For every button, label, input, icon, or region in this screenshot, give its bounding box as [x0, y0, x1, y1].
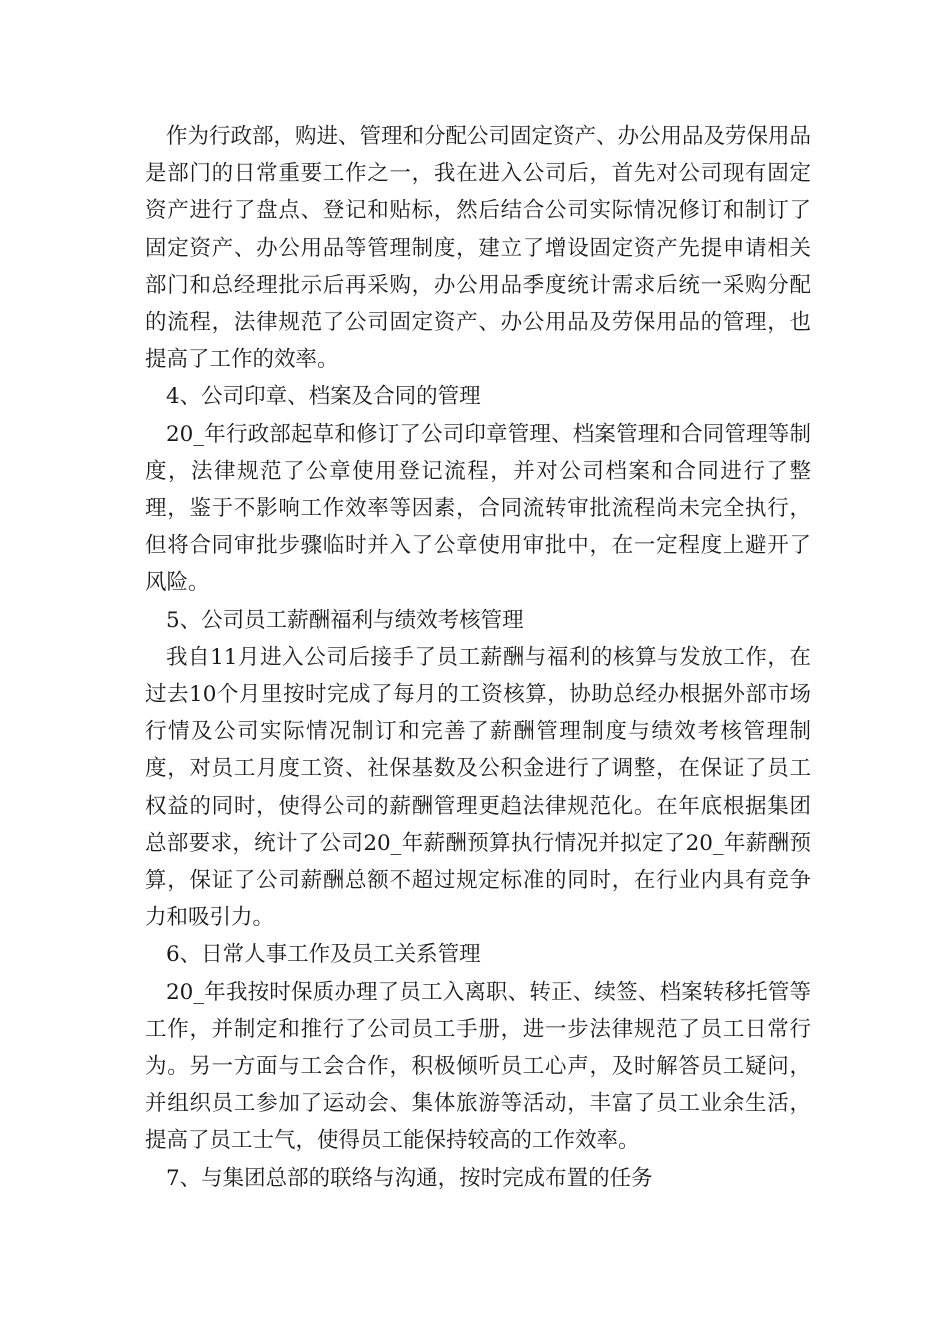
heading-salary-performance: 5、公司员工薪酬福利与绩效考核管理 — [166, 607, 524, 633]
paragraph-seal-archive-contract: 20_年行政部起草和修订了公司印章管理、档案管理和合同管理等制度，法律规范了公章使用登记流程，并对公司档案和合同进行了整理，鉴于不影响工作效率等因素，合同流转审批流程尚未完全执行，但将合同审批步骤临时并入了公章使用审批中，在一定程度上避开了风险。 — [145, 421, 811, 596]
paragraph-hr-employee-relations: 20_年我按时保质办理了员工入离职、转正、续签、档案转移托管等工作，并制定和推行了公司员工手册，进一步法律规范了员工日常行为。另一方面与工会合作，积极倾听员工心声，及时解答员工疑问，并组织员工参加了运动会、集体旅游等活动，丰富了员工业余生活，提高了员工士气，使得员工能保持较高的工作效率。 — [145, 979, 811, 1154]
heading-seal-archive-contract: 4、公司印章、档案及合同的管理 — [166, 384, 481, 410]
paragraph-fixed-assets: 作为行政部，购进、管理和分配公司固定资产、办公用品及劳保用品是部门的日常重要工作之一，我在进入公司后，首先对公司现有固定资产进行了盘点、登记和贴标，然后结合公司实际情况修订和制订了固定资产、办公用品等管理制度，建立了增设固定资产先提申请相关部门和总经理批示后再采购，办公用品季度统计需求后统一采购分配的流程，法律规范了公司固定资产、办公用品及劳保用品的管理，也提高了工作的效率。 — [145, 124, 812, 373]
document-body — [145, 118, 811, 1197]
heading-hr-employee-relations: 6、日常人事工作及员工关系管理 — [166, 942, 481, 968]
paragraph-salary-performance: 我自11月进入公司后接手了员工薪酬与福利的核算与发放工作，在过去10个月里按时完成了每月的工资核算，协助总经办根据外部市场行情及公司实际情况制订和完善了薪酬管理制度与绩效考核管理制度，对员工月度工资、社保基数及公积金进行了调整，在保证了员工权益的同时，使得公司的薪酬管理更趋法律规范化。在年底根据集团总部要求，统计了公司20_年薪酬预算执行情况并拟定了20_年薪酬预算，保证了公司薪酬总额不超过规定标准的同时，在行业内具有竞争力和吸引力。 — [145, 644, 811, 931]
heading-group-communication: 7、与集团总部的联络与沟通，按时完成布置的任务 — [166, 1165, 653, 1191]
